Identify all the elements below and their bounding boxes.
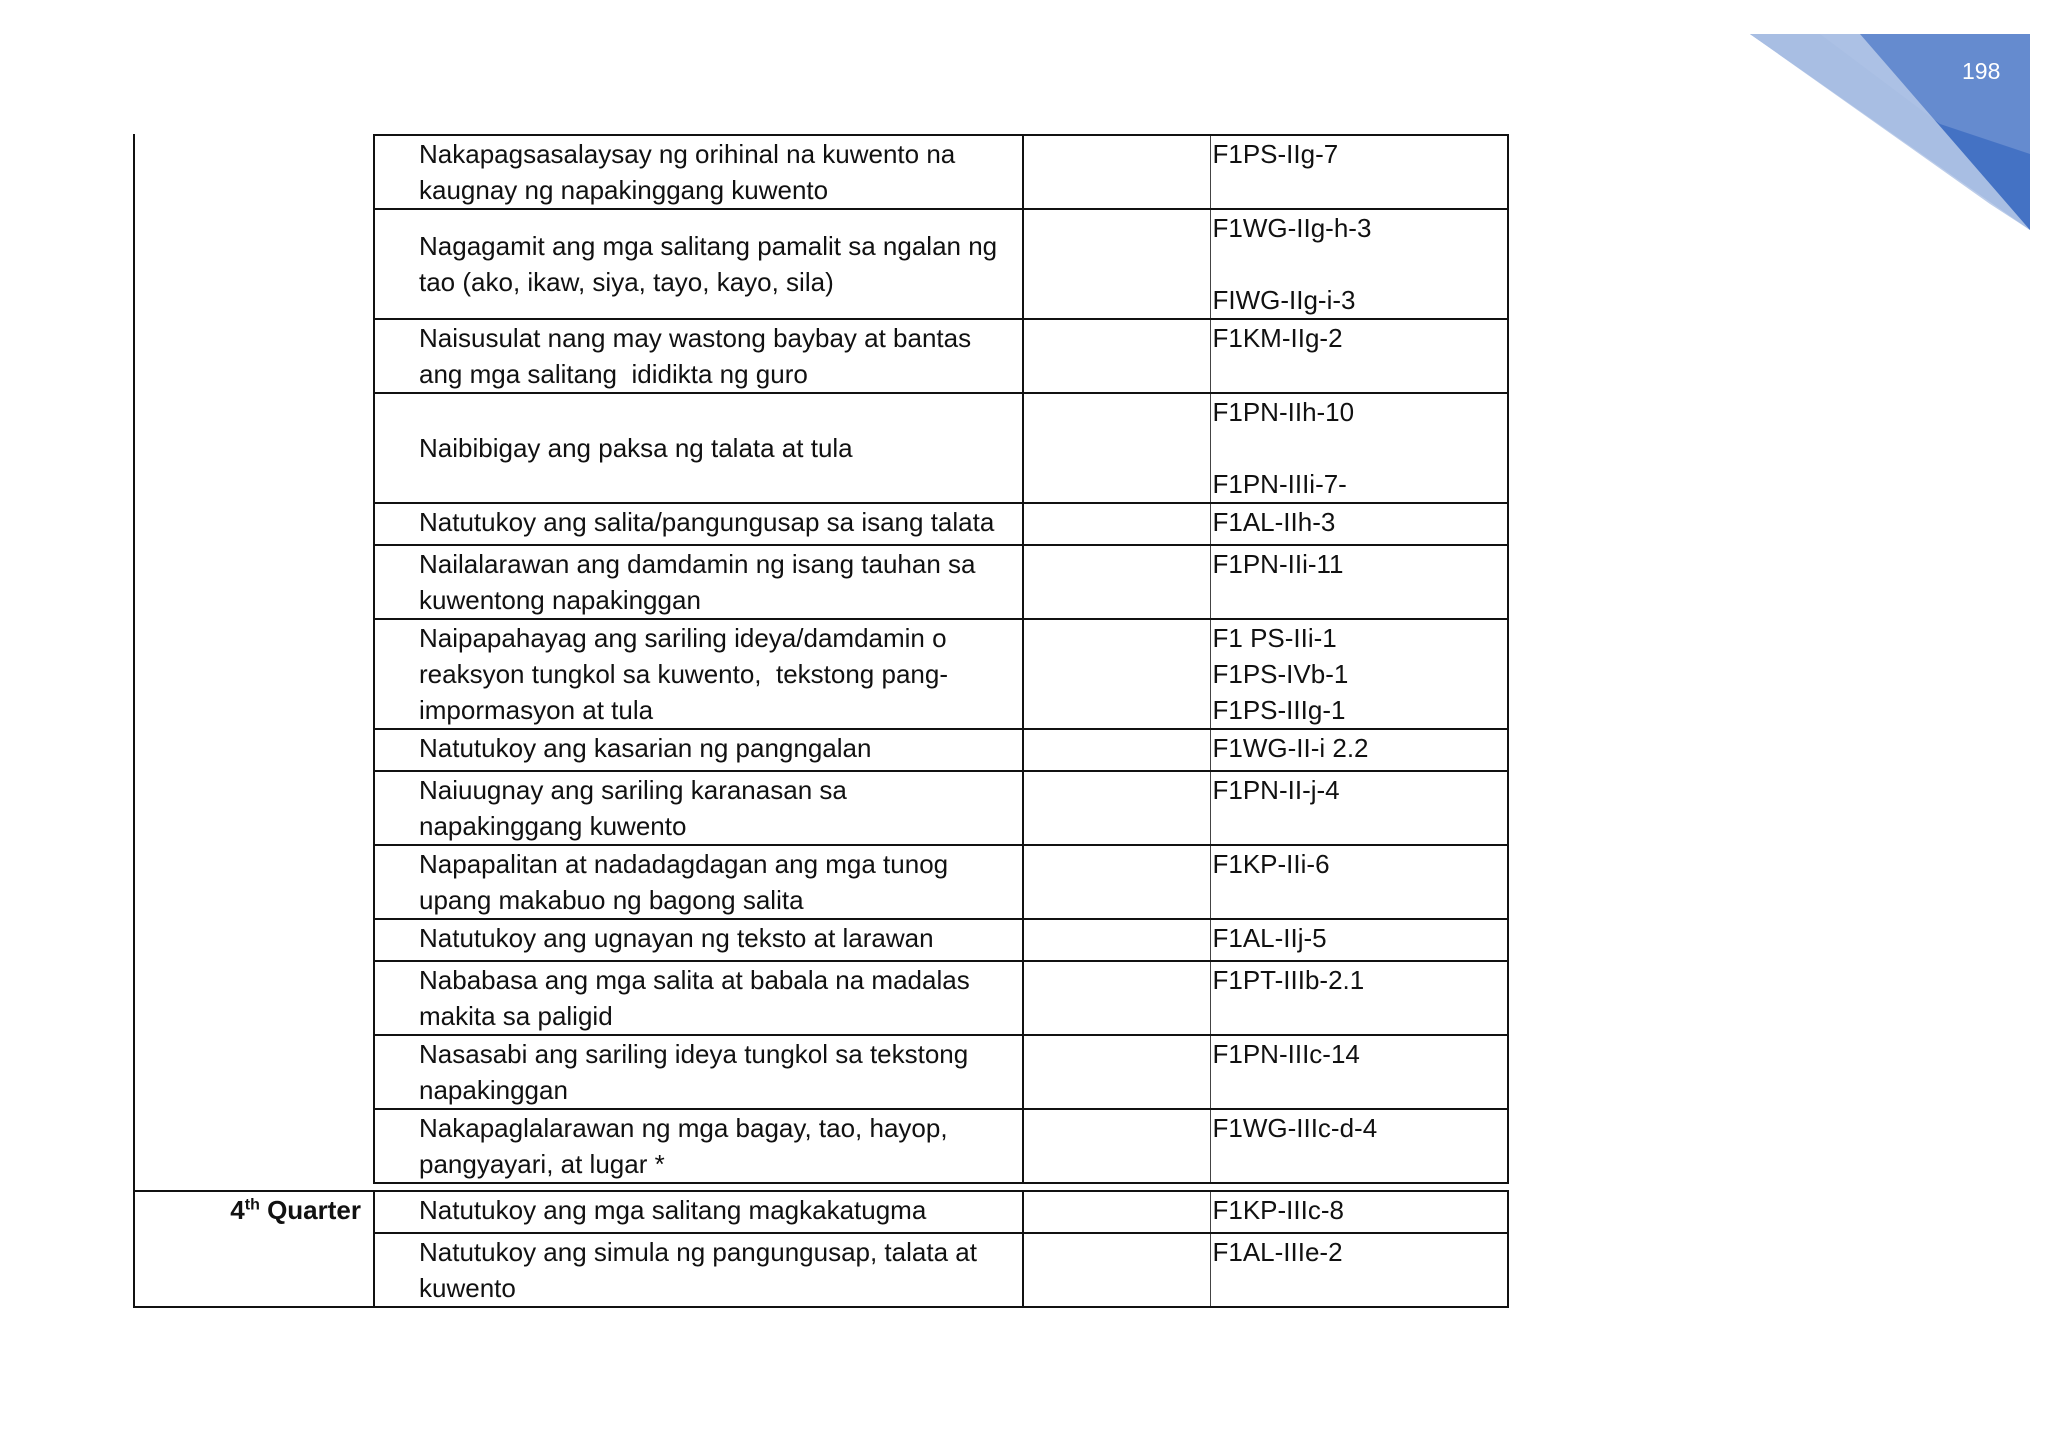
- blank-cell: [1023, 1109, 1210, 1183]
- competency-description: [374, 393, 1023, 503]
- competency-code: [1210, 135, 1508, 209]
- competency-description: [374, 845, 1023, 919]
- table-row: [374, 319, 1508, 393]
- description-line: Natutukoy ang simula ng pangungusap, talata at: [419, 1237, 977, 1267]
- description-line: Natutukoy ang salita/pangungusap sa isang talata: [419, 507, 995, 537]
- table-row: [374, 545, 1508, 619]
- table-row: [374, 1035, 1508, 1109]
- competency-code: [1210, 961, 1508, 1035]
- blank-cell: [1023, 1191, 1210, 1233]
- description-line: Nababasa ang mga salita at babala na madalas: [419, 965, 970, 995]
- competency-code: [1210, 619, 1508, 729]
- competency-description: [374, 1109, 1023, 1183]
- description-line: Nagagamit ang mga salitang pamalit sa ngalan ng: [419, 231, 998, 261]
- blank-cell: [1023, 393, 1210, 503]
- table-row: [374, 771, 1508, 845]
- table-row: [374, 845, 1508, 919]
- blank-cell: [1023, 919, 1210, 961]
- quarter4-table: [133, 1190, 1509, 1308]
- competency-description: [374, 771, 1023, 845]
- competency-code: [1210, 771, 1508, 845]
- competency-description: [374, 961, 1023, 1035]
- blank-cell: [1023, 209, 1210, 319]
- blank-cell: [1023, 771, 1210, 845]
- description-line: napakinggan: [419, 1075, 568, 1105]
- quarter-label: [134, 1191, 374, 1307]
- blank-cell: [1023, 845, 1210, 919]
- description-line: Nasasabi ang sariling ideya tungkol sa tekstong: [419, 1039, 969, 1069]
- description-line: Nailalarawan ang damdamin ng isang tauhan sa: [419, 549, 976, 579]
- table-row: [374, 619, 1508, 729]
- description-line: reaksyon tungkol sa kuwento, tekstong pang-: [419, 659, 948, 689]
- competency-code: [1210, 209, 1508, 319]
- competency-description: [374, 1035, 1023, 1109]
- code-line: F1PN-IIIc-14: [1212, 1039, 1360, 1069]
- description-line: impormasyon at tula: [419, 695, 654, 725]
- competency-code: [1210, 319, 1508, 393]
- description-line: Nakapaglalarawan ng mga bagay, tao, hayop,: [419, 1113, 948, 1143]
- competency-code: [1210, 545, 1508, 619]
- code-line: F1PN-IIIi-7-: [1212, 469, 1347, 499]
- quarter-column-rule: [133, 134, 135, 1192]
- competency-description: [374, 209, 1023, 319]
- competency-description: [374, 619, 1023, 729]
- code-line: F1PS-IIIg-1: [1212, 695, 1346, 725]
- code-spacer: [1213, 246, 1508, 282]
- description-line: kuwentong napakinggan: [419, 585, 701, 615]
- code-line: F1WG-IIIc-d-4: [1212, 1113, 1378, 1143]
- description-line: Natutukoy ang ugnayan ng teksto at larawan: [419, 923, 934, 953]
- competency-description: [374, 545, 1023, 619]
- competency-code: [1210, 919, 1508, 961]
- competency-code: [1210, 1191, 1508, 1233]
- page-number: 198: [1962, 58, 2001, 84]
- description-line: tao (ako, ikaw, siya, tayo, kayo, sila): [419, 267, 834, 297]
- blank-cell: [1023, 619, 1210, 729]
- table-row: [374, 209, 1508, 319]
- table-row: [374, 961, 1508, 1035]
- blank-cell: [1023, 503, 1210, 545]
- competency-description: [374, 319, 1023, 393]
- blank-cell: [1023, 319, 1210, 393]
- description-line: Naibibigay ang paksa ng talata at tula: [419, 433, 853, 463]
- description-line: Naipapahayag ang sariling ideya/damdamin o: [419, 623, 947, 653]
- competency-description: [374, 1191, 1023, 1233]
- description-line: upang makabuo ng bagong salita: [419, 885, 804, 915]
- quarter-ordinal: 4: [230, 1195, 245, 1225]
- competency-code: [1210, 1035, 1508, 1109]
- competency-code: [1210, 1109, 1508, 1183]
- code-line: F1PS-IIg-7: [1212, 139, 1339, 169]
- code-line: F1PN-II-j-4: [1212, 775, 1340, 805]
- code-spacer: [1213, 430, 1508, 466]
- blank-cell: [1023, 545, 1210, 619]
- quarter4-table-body: [134, 1191, 1508, 1307]
- table-row: [134, 1191, 1508, 1233]
- competency-table-body: [374, 135, 1508, 1183]
- code-line: F1PN-IIh-10: [1212, 397, 1355, 427]
- blank-cell: [1023, 729, 1210, 771]
- description-line: Napapalitan at nadadagdagan ang mga tunog: [419, 849, 949, 879]
- description-line: kaugnay ng napakinggang kuwento: [419, 175, 829, 205]
- code-line: F1WG-II-i 2.2: [1212, 733, 1369, 763]
- code-line: F1KP-IIi-6: [1212, 849, 1330, 879]
- competency-description: [374, 919, 1023, 961]
- description-line: Naiuugnay ang sariling karanasan sa: [419, 775, 847, 805]
- competency-code: [1210, 729, 1508, 771]
- competency-table: [373, 134, 1509, 1184]
- description-line: Natutukoy ang kasarian ng pangngalan: [419, 733, 872, 763]
- description-line: napakinggang kuwento: [419, 811, 687, 841]
- code-line: F1PN-IIi-11: [1212, 549, 1344, 579]
- code-line: FIWG-IIg-i-3: [1212, 285, 1356, 315]
- competency-code: [1210, 845, 1508, 919]
- quarter-word: Quarter: [267, 1195, 361, 1225]
- competency-code: [1210, 1233, 1508, 1307]
- description-line: Nakapagsasalaysay ng orihinal na kuwento na: [419, 139, 956, 169]
- description-line: pangyayari, at lugar *: [419, 1149, 665, 1179]
- description-line: Natutukoy ang mga salitang magkakatugma: [419, 1195, 927, 1225]
- competency-description: [374, 729, 1023, 771]
- table-row: [374, 135, 1508, 209]
- blank-cell: [1023, 135, 1210, 209]
- competency-code: [1210, 503, 1508, 545]
- description-line: Naisusulat nang may wastong baybay at bantas: [419, 323, 972, 353]
- table-row: [374, 393, 1508, 503]
- description-line: kuwento: [419, 1273, 516, 1303]
- table-row: [374, 919, 1508, 961]
- competency-description: [374, 1233, 1023, 1307]
- code-line: F1WG-IIg-h-3: [1212, 213, 1372, 243]
- quarter-ordinal-suffix: th: [244, 1196, 260, 1214]
- code-line: F1PS-IVb-1: [1212, 659, 1349, 689]
- code-line: F1PT-IIIb-2.1: [1212, 965, 1365, 995]
- blank-cell: [1023, 961, 1210, 1035]
- table-row: [374, 1109, 1508, 1183]
- table-row: [374, 729, 1508, 771]
- code-line: F1AL-IIj-5: [1212, 923, 1327, 953]
- blank-cell: [1023, 1233, 1210, 1307]
- description-line: makita sa paligid: [419, 1001, 613, 1031]
- table-row: [374, 503, 1508, 545]
- competency-description: [374, 503, 1023, 545]
- competency-code: [1210, 393, 1508, 503]
- code-line: F1KM-IIg-2: [1212, 323, 1343, 353]
- competency-description: [374, 135, 1023, 209]
- code-line: F1 PS-IIi-1: [1212, 623, 1337, 653]
- code-line: F1KP-IIIc-8: [1212, 1195, 1344, 1225]
- code-line: F1AL-IIh-3: [1212, 507, 1336, 537]
- description-line: ang mga salitang ididikta ng guro: [419, 359, 808, 389]
- blank-cell: [1023, 1035, 1210, 1109]
- code-line: F1AL-IIIe-2: [1212, 1237, 1343, 1267]
